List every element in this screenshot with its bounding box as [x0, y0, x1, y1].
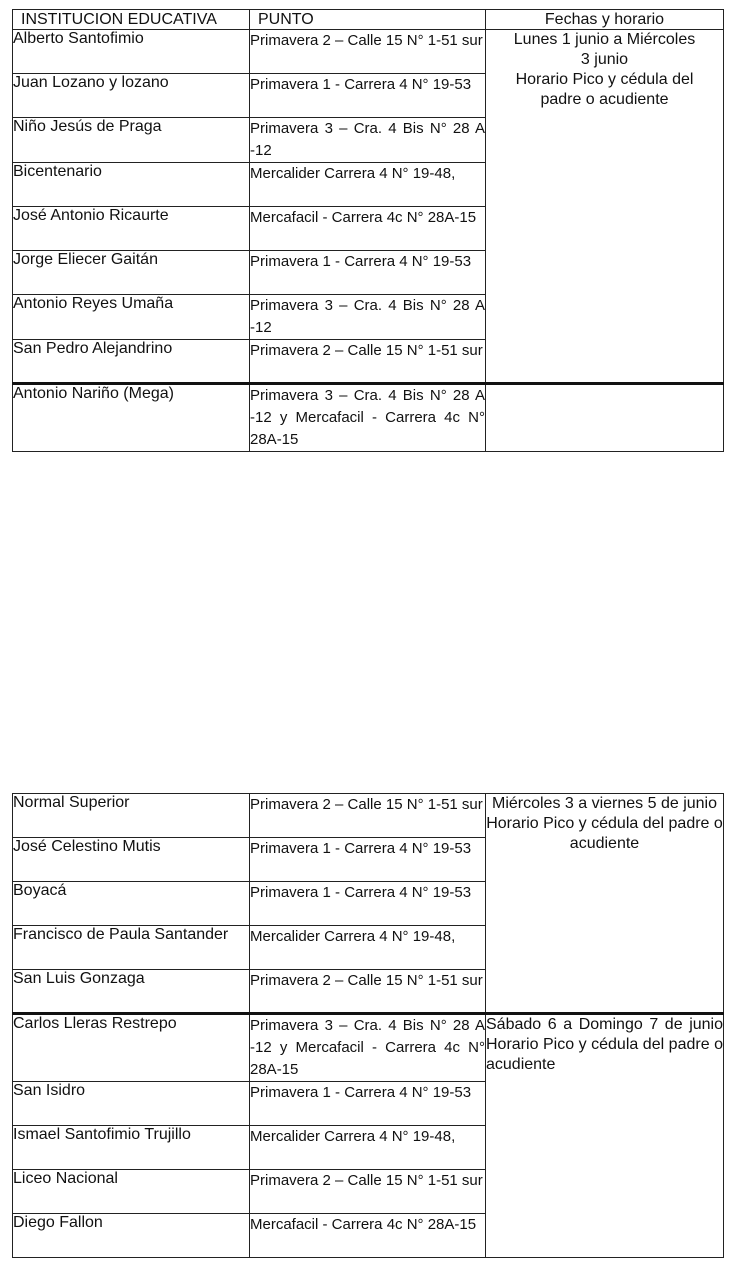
header-fechas: Fechas y horario [486, 10, 724, 30]
institution-name: Normal Superior [13, 794, 250, 838]
institution-name: Liceo Nacional [13, 1170, 250, 1214]
point-address: Mercafacil - Carrera 4c N° 28A-15 [250, 207, 486, 251]
point-address: Primavera 1 - Carrera 4 N° 19-53 [250, 838, 486, 882]
table-header-row [13, 10, 724, 30]
institution-name: Niño Jesús de Praga [13, 118, 250, 163]
point-address: Primavera 2 – Calle 15 N° 1-51 sur [250, 30, 486, 74]
institution-name: Antonio Reyes Umaña [13, 295, 250, 340]
table-row [13, 1014, 724, 1082]
institution-name: Ismael Santofimio Trujillo [13, 1126, 250, 1170]
institution-name: San Isidro [13, 1082, 250, 1126]
institutions-table-2 [12, 793, 724, 1258]
institution-name: Diego Fallon [13, 1214, 250, 1258]
schedule-line: padre o acudiente [540, 91, 669, 108]
institution-name: José Antonio Ricaurte [13, 207, 250, 251]
schedule-cell [486, 30, 724, 384]
institution-name: Boyacá [13, 882, 250, 926]
header-punto: PUNTO [250, 10, 486, 30]
table-row [13, 384, 724, 452]
point-address: Mercafacil - Carrera 4c N° 28A-15 [250, 1214, 486, 1258]
institution-name: Antonio Nariño (Mega) [13, 384, 250, 452]
institution-name: Alberto Santofimio [13, 30, 250, 74]
institution-name: San Luis Gonzaga [13, 970, 250, 1014]
point-address: Primavera 3 – Cra. 4 Bis N° 28 A -12 [250, 295, 486, 340]
point-address: Mercalider Carrera 4 N° 19-48, [250, 163, 486, 207]
institution-name: San Pedro Alejandrino [13, 340, 250, 384]
schedule-cell: Miércoles 3 a viernes 5 de junio Horario Pico y cédula del padre o acudiente [486, 794, 724, 1014]
point-address: Primavera 1 - Carrera 4 N° 19-53 [250, 1082, 486, 1126]
point-address: Primavera 2 – Calle 15 N° 1-51 sur [250, 1170, 486, 1214]
table-row [13, 794, 724, 838]
institutions-table-1 [12, 9, 724, 452]
schedule-line: Lunes 1 junio a Miércoles [513, 31, 696, 48]
schedule-cell: Sábado 6 a Domingo 7 de junio Horario Pico y cédula del padre o acudiente [486, 1014, 724, 1258]
header-institucion: INSTITUCION EDUCATIVA [13, 10, 250, 30]
point-address: Primavera 2 – Calle 15 N° 1-51 sur [250, 970, 486, 1014]
institution-name: Carlos Lleras Restrepo [13, 1014, 250, 1082]
empty-schedule-cell [486, 384, 724, 452]
point-address: Primavera 2 – Calle 15 N° 1-51 sur [250, 794, 486, 838]
table-row [13, 30, 724, 74]
institution-name: Juan Lozano y lozano [13, 74, 250, 118]
point-address: Primavera 1 - Carrera 4 N° 19-53 [250, 882, 486, 926]
institution-name: José Celestino Mutis [13, 838, 250, 882]
institution-name: Jorge Eliecer Gaitán [13, 251, 250, 295]
point-address: Mercalider Carrera 4 N° 19-48, [250, 926, 486, 970]
point-address: Primavera 3 – Cra. 4 Bis N° 28 A -12 [250, 118, 486, 163]
point-address: Primavera 2 – Calle 15 N° 1-51 sur [250, 340, 486, 384]
schedule-line: Horario Pico y cédula del [515, 71, 694, 88]
institution-name: Francisco de Paula Santander [13, 926, 250, 970]
point-address: Mercalider Carrera 4 N° 19-48, [250, 1126, 486, 1170]
point-address: Primavera 1 - Carrera 4 N° 19-53 [250, 251, 486, 295]
point-address: Primavera 3 – Cra. 4 Bis N° 28 A -12 y Mercafacil - Carrera 4c N° 28A-15 [250, 384, 486, 452]
point-address: Primavera 3 – Cra. 4 Bis N° 28 A -12 y Mercafacil - Carrera 4c N° 28A-15 [250, 1014, 486, 1082]
institution-name: Bicentenario [13, 163, 250, 207]
point-address: Primavera 1 - Carrera 4 N° 19-53 [250, 74, 486, 118]
schedule-line: 3 junio [580, 51, 629, 68]
